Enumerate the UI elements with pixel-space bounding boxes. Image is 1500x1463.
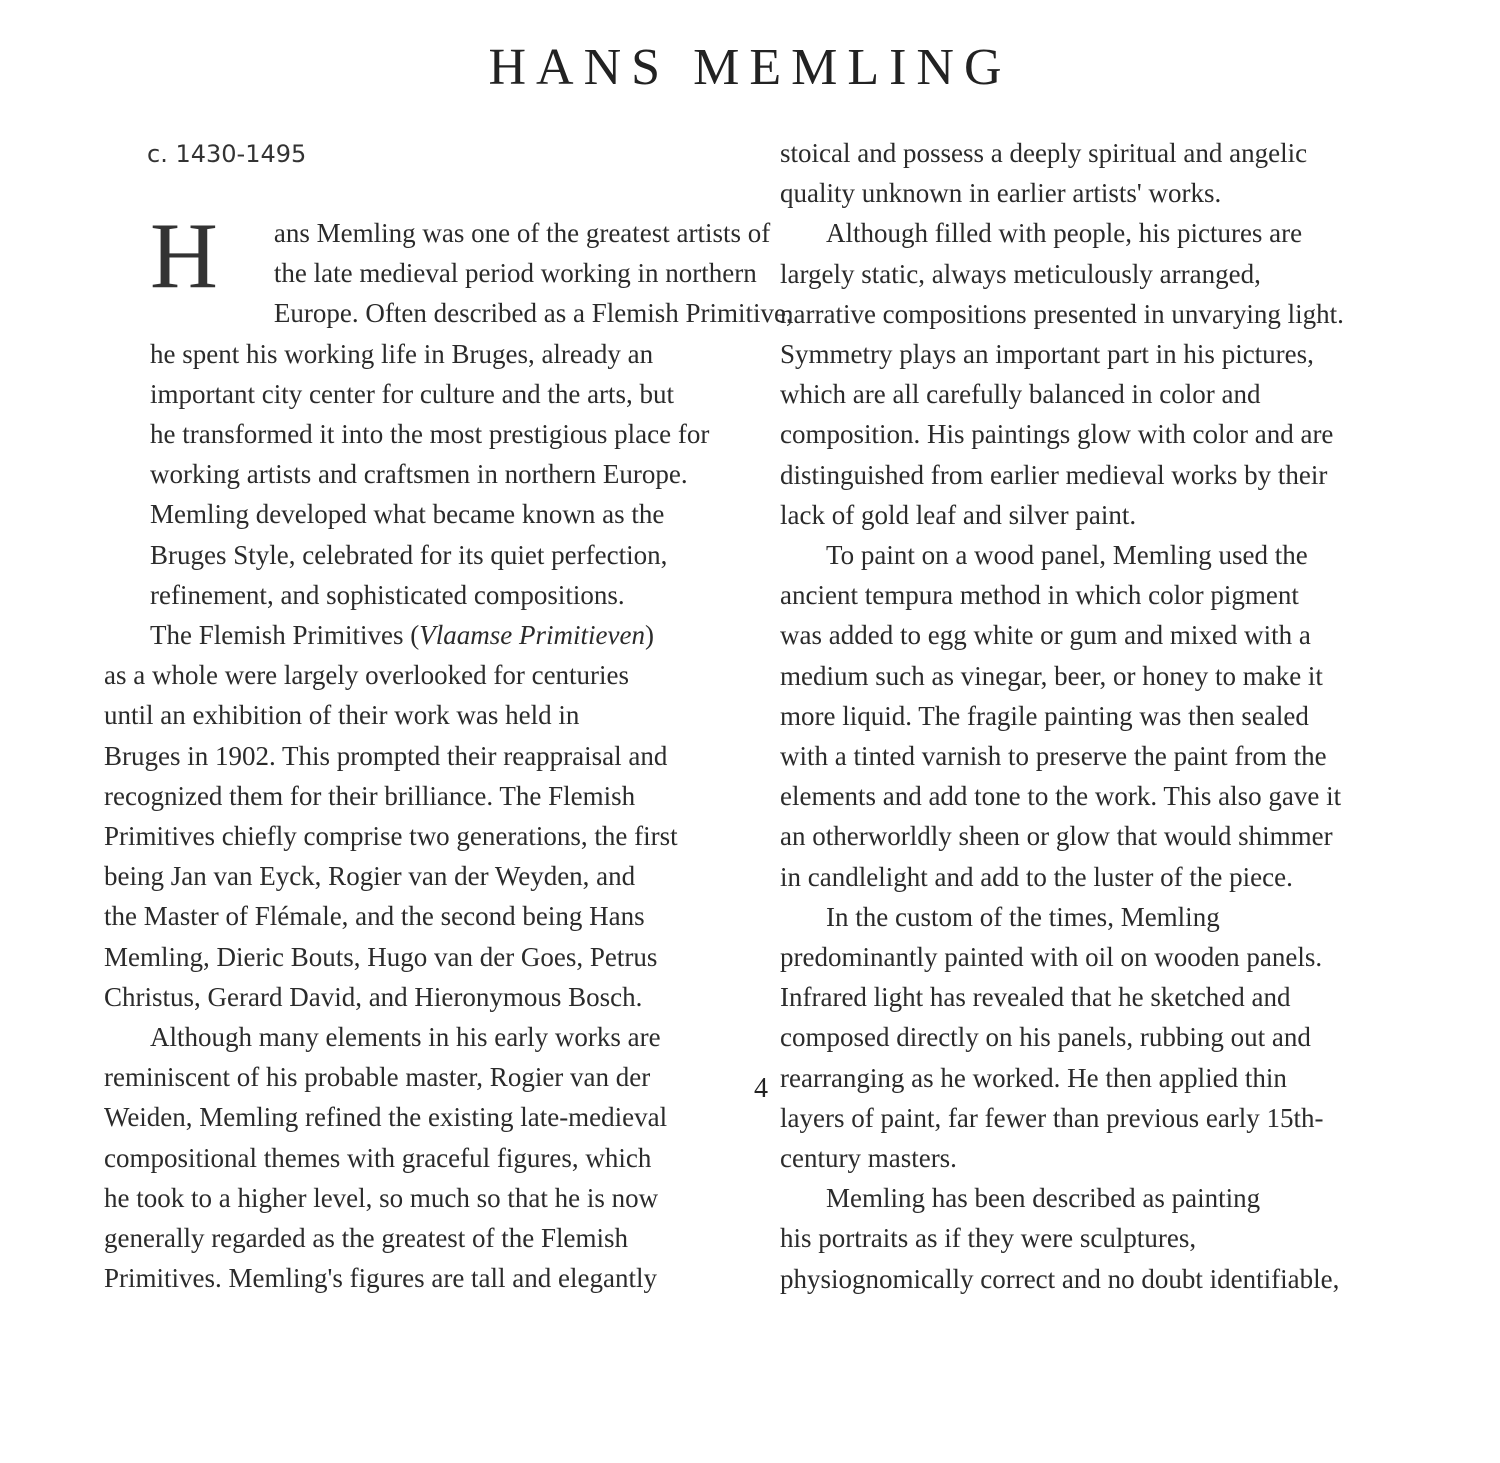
text-line: elements and add tone to the work. This also gave it (780, 781, 1342, 812)
text-fragment: The Flemish Primitives ( (150, 620, 420, 651)
text-line: To paint on a wood panel, Memling used the (826, 540, 1308, 571)
text-line: was added to egg white or gum and mixed with a (780, 620, 1311, 651)
text-line: Christus, Gerard David, and Hieronymous Bosch. (104, 981, 643, 1012)
text-line: In the custom of the times, Memling (826, 901, 1220, 932)
text-line: generally regarded as the greatest of the Flemish (104, 1223, 629, 1254)
italic-term: Vlaamse Primitieven (419, 620, 645, 651)
text-line: composition. His paintings glow with color and are (780, 419, 1334, 450)
text-line: working artists and craftsmen in northern Europe. (150, 459, 688, 490)
text-line: Primitives chiefly comprise two generations, the first (104, 821, 678, 852)
intro-paragraph (104, 204, 793, 615)
text-line: recognized them for their brilliance. The Flemish (104, 780, 636, 811)
paragraph-continuation (780, 133, 1420, 213)
paragraph-composition (780, 213, 1420, 535)
paragraph-portraits (780, 1178, 1420, 1299)
text-line (104, 615, 744, 655)
text-line: in candlelight and add to the luster of the piece. (780, 861, 1293, 892)
artist-dates: c. 1430-1495 (147, 140, 307, 168)
page-number: 4 (754, 1073, 768, 1104)
text-line: layers of paint, far fewer than previous early 15th- (780, 1102, 1324, 1133)
text-line: distinguished from earlier medieval works by their (780, 459, 1328, 490)
text-line: Primitives. Memling's figures are tall and elegantly (104, 1263, 657, 1294)
text-line: Symmetry plays an important part in his pictures, (780, 339, 1314, 370)
text-line: Although many elements in his early works are (150, 1022, 661, 1053)
text-line: his portraits as if they were sculptures, (780, 1223, 1197, 1254)
right-column (780, 133, 1420, 1299)
text-line: reminiscent of his probable master, Rogier van der (104, 1062, 651, 1093)
text-line: Memling developed what became known as the (150, 499, 665, 530)
text-line: narrative compositions presented in unvarying light. (780, 298, 1344, 329)
text-line: Bruges Style, celebrated for its quiet perfection, (150, 539, 668, 570)
text-line: predominantly painted with oil on wooden panels. (780, 942, 1323, 973)
text-line: with a tinted varnish to preserve the paint from the (780, 741, 1327, 772)
text-line: he spent his working life in Bruges, already an (150, 338, 654, 369)
text-line: the Master of Flémale, and the second being Hans (104, 901, 645, 932)
left-column (104, 204, 793, 1298)
text-line: Memling, Dieric Bouts, Hugo van der Goes, Petrus (104, 941, 658, 972)
text-line: rearranging as he worked. He then applied thin (780, 1062, 1287, 1093)
text-line: important city center for culture and the arts, but (150, 378, 675, 409)
text-line: physiognomically correct and no doubt identifiable, (780, 1263, 1340, 1294)
text-line: ans Memling was one of the greatest artists of (273, 218, 771, 248)
text-line: as a whole were largely overlooked for centuries (104, 660, 630, 691)
text-line: until an exhibition of their work was held in (104, 700, 580, 731)
text-line: being Jan van Eyck, Rogier van der Weyden, and (104, 861, 636, 892)
text-line: composed directly on his panels, rubbing out and (780, 1022, 1311, 1053)
text-line: the late medieval period working in northern (273, 258, 757, 289)
text-line: Although filled with people, his pictures are (826, 218, 1303, 249)
text-line: quality unknown in earlier artists' works. (780, 178, 1222, 209)
page-title: HANS MEMLING (488, 39, 1012, 96)
paragraph-oil-panels (780, 897, 1420, 1178)
text-line: refinement, and sophisticated compositions. (150, 579, 625, 610)
text-line: lack of gold leaf and silver paint. (780, 499, 1137, 530)
drop-cap: H (150, 204, 218, 308)
text-line: stoical and possess a deeply spiritual and angelic (780, 138, 1308, 168)
text-line: more liquid. The fragile painting was then sealed (780, 700, 1309, 731)
text-line: he took to a higher level, so much so that he is now (104, 1182, 659, 1213)
text-line: Infrared light has revealed that he sketched and (780, 982, 1291, 1013)
text-line: century masters. (780, 1143, 957, 1174)
paragraph-technique (780, 535, 1420, 897)
text-line: compositional themes with graceful figures, which (104, 1142, 652, 1173)
text-line: an otherworldly sheen or glow that would shimmer (780, 821, 1333, 852)
text-line: Bruges in 1902. This prompted their reappraisal and (104, 740, 668, 771)
text-line: ancient tempura method in which color pigment (780, 580, 1299, 611)
text-line: which are all carefully balanced in color and (780, 379, 1261, 410)
text-line: Memling has been described as painting (826, 1183, 1261, 1214)
paragraph-early-works (104, 1017, 744, 1298)
paragraph-flemish-primitives (104, 615, 744, 1017)
text-line: Weiden, Memling refined the existing late-medieval (104, 1102, 668, 1133)
text-line: Europe. Often described as a Flemish Primitive, (273, 298, 793, 329)
text-fragment: ) (644, 620, 654, 651)
text-line: medium such as vinegar, beer, or honey to make it (780, 660, 1323, 691)
text-line: he transformed it into the most prestigious place for (150, 419, 710, 450)
text-line: largely static, always meticulously arranged, (780, 258, 1261, 289)
